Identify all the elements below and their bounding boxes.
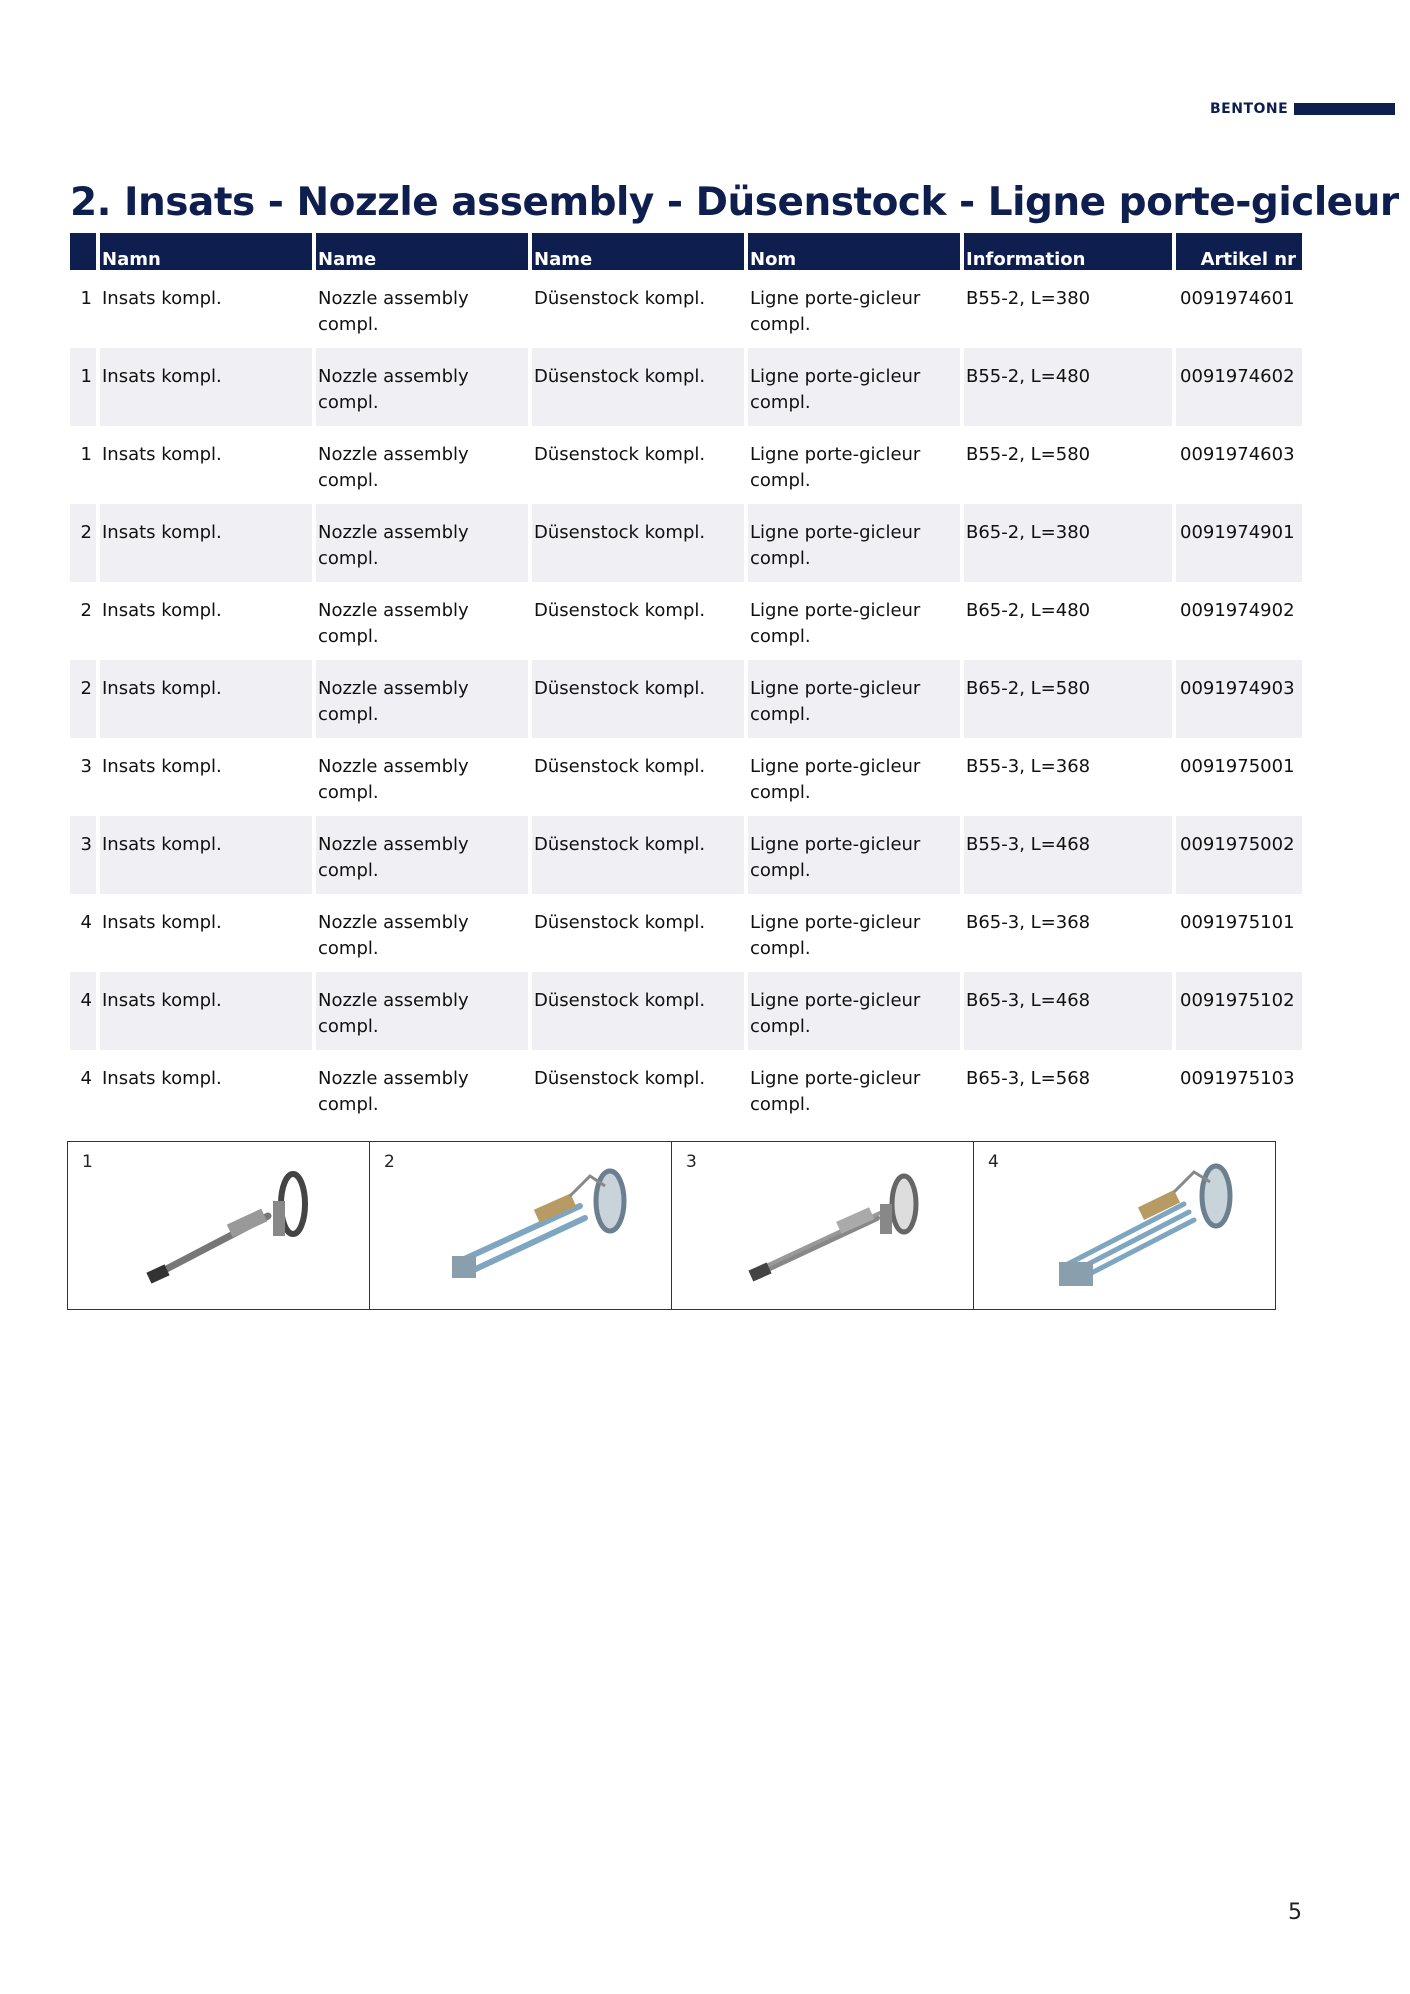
cell-namn: Insats kompl. — [102, 288, 222, 309]
table-row — [70, 738, 1302, 816]
table-row — [70, 660, 1302, 738]
nozzle-assembly-2-icon — [430, 1156, 650, 1296]
cell-fig: 1 — [70, 348, 96, 426]
cell-namn: Insats kompl. — [102, 444, 222, 465]
cell-nom: Ligne porte-gicleur compl. — [750, 288, 921, 335]
brand-name: BENTONE — [1210, 101, 1289, 117]
nozzle-assembly-4-icon — [1034, 1156, 1254, 1296]
cell-name-de: Düsenstock kompl. — [532, 660, 744, 738]
cell-name-de: Düsenstock kompl. — [532, 504, 744, 582]
header-information: Information — [964, 233, 1172, 270]
cell-fig: 1 — [80, 444, 92, 465]
cell-fig: 1 — [80, 288, 92, 309]
header-name-de: Name — [532, 233, 744, 270]
cell-fig: 2 — [70, 504, 96, 582]
table-row — [70, 1050, 1302, 1128]
figure-label: 3 — [686, 1152, 697, 1172]
cell-artikel-nr: 0091975002 — [1176, 816, 1302, 894]
cell-name-en: Nozzle assembly compl. — [316, 348, 528, 426]
cell-name-en: Nozzle assembly compl. — [316, 972, 528, 1050]
cell-name-en: Nozzle assembly compl. — [316, 816, 528, 894]
cell-information: B65-2, L=580 — [964, 660, 1172, 738]
cell-name-en: Nozzle assembly compl. — [318, 288, 469, 335]
brand-bar — [1294, 103, 1395, 115]
cell-fig: 3 — [80, 756, 92, 777]
cell-information: B65-2, L=380 — [964, 504, 1172, 582]
cell-nom: Ligne porte-gicleur compl. — [750, 756, 921, 803]
cell-information: B55-2, L=580 — [966, 444, 1091, 465]
figure-strip — [67, 1141, 1276, 1310]
cell-information: B55-2, L=480 — [964, 348, 1172, 426]
figure-cell — [68, 1142, 370, 1309]
table-row — [70, 504, 1302, 582]
cell-fig: 4 — [70, 972, 96, 1050]
cell-name-en: Nozzle assembly compl. — [316, 660, 528, 738]
cell-name-de: Düsenstock kompl. — [534, 1068, 706, 1089]
cell-namn: Insats kompl. — [100, 504, 312, 582]
cell-nom: Ligne porte-gicleur compl. — [750, 600, 921, 647]
cell-nom: Ligne porte-gicleur compl. — [748, 348, 960, 426]
cell-artikel-nr: 0091975101 — [1180, 912, 1295, 933]
cell-name-de: Düsenstock kompl. — [534, 444, 706, 465]
nozzle-assembly-3-icon — [732, 1156, 952, 1296]
cell-name-de: Düsenstock kompl. — [534, 288, 706, 309]
cell-name-de: Düsenstock kompl. — [534, 912, 706, 933]
cell-namn: Insats kompl. — [100, 816, 312, 894]
cell-nom: Ligne porte-gicleur compl. — [750, 444, 921, 491]
figure-label: 4 — [988, 1152, 999, 1172]
cell-name-en: Nozzle assembly compl. — [318, 912, 469, 959]
table-header-row — [70, 233, 1302, 270]
parts-table — [66, 233, 1306, 1128]
table-row — [70, 270, 1302, 348]
cell-artikel-nr: 0091974901 — [1176, 504, 1302, 582]
cell-name-de: Düsenstock kompl. — [532, 348, 744, 426]
figure-label: 1 — [82, 1152, 93, 1172]
cell-artikel-nr: 0091974602 — [1176, 348, 1302, 426]
cell-namn: Insats kompl. — [102, 912, 222, 933]
cell-artikel-nr: 0091974603 — [1180, 444, 1295, 465]
cell-fig: 4 — [80, 912, 92, 933]
cell-nom: Ligne porte-gicleur compl. — [748, 504, 960, 582]
brand-logo — [1210, 101, 1395, 117]
table-row — [70, 582, 1302, 660]
cell-nom: Ligne porte-gicleur compl. — [750, 912, 921, 959]
cell-fig: 3 — [70, 816, 96, 894]
table-row — [70, 816, 1302, 894]
cell-artikel-nr: 0091975001 — [1180, 756, 1295, 777]
cell-information: B55-3, L=468 — [964, 816, 1172, 894]
cell-information: B65-3, L=468 — [964, 972, 1172, 1050]
cell-information: B55-2, L=380 — [966, 288, 1091, 309]
cell-information: B65-3, L=368 — [966, 912, 1091, 933]
header-namn: Namn — [100, 233, 312, 270]
cell-information: B65-3, L=568 — [966, 1068, 1091, 1089]
page-title: 2. Insats - Nozzle assembly - Düsenstock - Ligne porte-gicleur — [70, 180, 1399, 225]
cell-name-en: Nozzle assembly compl. — [318, 756, 469, 803]
cell-fig: 2 — [80, 600, 92, 621]
cell-namn: Insats kompl. — [102, 600, 222, 621]
cell-nom: Ligne porte-gicleur compl. — [750, 1068, 921, 1115]
cell-namn: Insats kompl. — [102, 756, 222, 777]
cell-name-de: Düsenstock kompl. — [532, 972, 744, 1050]
page-number: 5 — [1288, 1900, 1302, 1925]
cell-fig: 4 — [80, 1068, 92, 1089]
cell-nom: Ligne porte-gicleur compl. — [748, 660, 960, 738]
cell-name-en: Nozzle assembly compl. — [318, 600, 469, 647]
figure-cell — [672, 1142, 974, 1309]
cell-nom: Ligne porte-gicleur compl. — [748, 816, 960, 894]
nozzle-assembly-1-icon — [128, 1156, 348, 1296]
cell-artikel-nr: 0091975102 — [1176, 972, 1302, 1050]
cell-name-en: Nozzle assembly compl. — [318, 444, 469, 491]
cell-artikel-nr: 0091974902 — [1180, 600, 1295, 621]
figure-label: 2 — [384, 1152, 395, 1172]
figure-cell — [370, 1142, 672, 1309]
cell-artikel-nr: 0091974903 — [1176, 660, 1302, 738]
cell-artikel-nr: 0091974601 — [1180, 288, 1295, 309]
cell-artikel-nr: 0091975103 — [1180, 1068, 1295, 1089]
cell-name-en: Nozzle assembly compl. — [316, 504, 528, 582]
cell-information: B65-2, L=480 — [966, 600, 1091, 621]
cell-namn: Insats kompl. — [102, 1068, 222, 1089]
cell-namn: Insats kompl. — [100, 660, 312, 738]
cell-namn: Insats kompl. — [100, 972, 312, 1050]
header-fig — [70, 233, 96, 270]
table-row — [70, 894, 1302, 972]
cell-name-de: Düsenstock kompl. — [534, 600, 706, 621]
figure-cell — [974, 1142, 1275, 1309]
cell-name-de: Düsenstock kompl. — [532, 816, 744, 894]
header-name-en: Name — [316, 233, 528, 270]
header-artikel-nr: Artikel nr — [1176, 233, 1302, 270]
table-row — [70, 426, 1302, 504]
cell-fig: 2 — [70, 660, 96, 738]
cell-namn: Insats kompl. — [100, 348, 312, 426]
table-row — [70, 348, 1302, 426]
table-row — [70, 972, 1302, 1050]
cell-nom: Ligne porte-gicleur compl. — [748, 972, 960, 1050]
cell-name-en: Nozzle assembly compl. — [318, 1068, 469, 1115]
cell-information: B55-3, L=368 — [966, 756, 1091, 777]
header-nom: Nom — [748, 233, 960, 270]
cell-name-de: Düsenstock kompl. — [534, 756, 706, 777]
